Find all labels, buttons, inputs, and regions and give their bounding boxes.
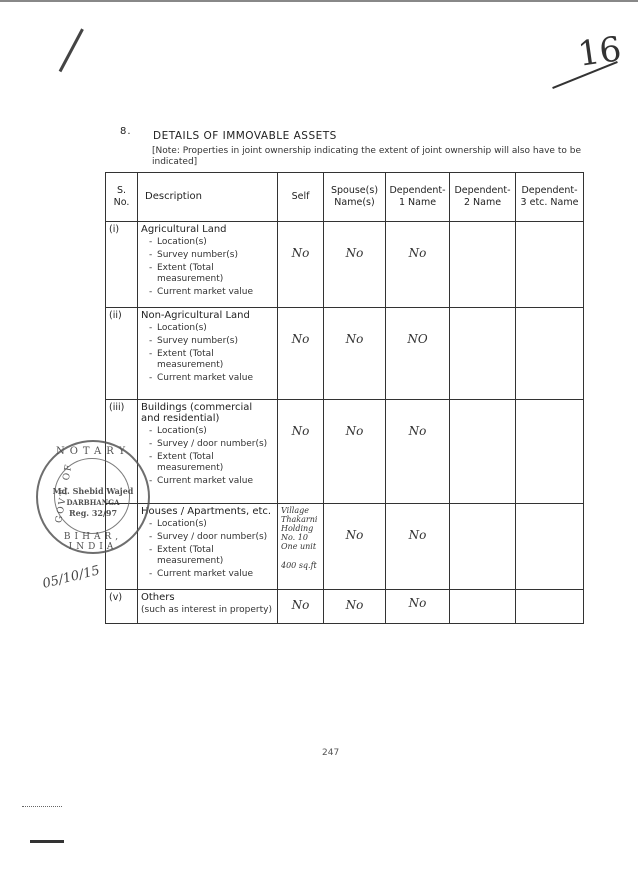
stamp-top-text: NOTARY <box>55 446 131 457</box>
table-row <box>106 400 584 504</box>
page-footer-number: 247 <box>322 748 340 758</box>
header-spouse: Spouse(s) Name(s) <box>324 173 386 222</box>
cell-dependent-2 <box>450 590 516 624</box>
cell-self: No <box>278 222 324 308</box>
cell-spouse: No <box>324 590 386 624</box>
stamp-registration: Reg. 32/97 <box>68 508 118 518</box>
list-item: - Survey number(s) <box>149 336 274 347</box>
row-category: Buildings (commercial and residential) <box>141 402 253 424</box>
cell-dependent-3 <box>516 400 584 504</box>
section-title: DETAILS OF IMMOVABLE ASSETS <box>153 130 337 142</box>
row-sno: (i) <box>106 222 138 308</box>
cell-spouse: No <box>324 308 386 400</box>
cell-dependent-3 <box>516 504 584 590</box>
header-sno: S. No. <box>106 173 138 222</box>
cell-self: No <box>278 308 324 400</box>
cell-dependent-1: No <box>386 590 450 624</box>
section-number: 8. <box>120 126 132 137</box>
list-item: - Current market value <box>149 476 274 487</box>
cell-dependent-2 <box>450 222 516 308</box>
cell-self <box>278 504 324 590</box>
row-items <box>141 323 274 384</box>
cell-self: No <box>278 590 324 624</box>
row-category: Agricultural Land <box>141 224 227 235</box>
row-description <box>138 222 278 308</box>
row-sno: (ii) <box>106 308 138 400</box>
row-category: Non-Agricultural Land <box>141 310 250 321</box>
handwritten-date: 05/10/15 <box>41 563 102 592</box>
stamp-name: Md. Shebid Wajed <box>52 486 134 496</box>
list-item: - Current market value <box>149 569 274 580</box>
stamp-place: DARBHANGA <box>66 498 120 507</box>
immovable-assets-table <box>105 172 584 624</box>
cell-dependent-3 <box>516 590 584 624</box>
row-description <box>138 590 278 624</box>
list-item: - Current market value <box>149 373 274 384</box>
scan-mark <box>22 806 62 807</box>
cell-dependent-1: NO <box>386 308 450 400</box>
notary-stamp <box>36 440 150 554</box>
list-item: - Survey / door number(s) <box>149 532 274 543</box>
list-item: - Extent (Total measurement) <box>149 349 274 371</box>
header-dependent-3: Dependent-3 etc. Name <box>516 173 584 222</box>
row-sno: (v) <box>106 590 138 624</box>
row-items <box>141 237 274 298</box>
cell-spouse: No <box>324 222 386 308</box>
handwritten-page-number: 16 <box>548 30 628 90</box>
table-row <box>106 222 584 308</box>
stamp-bottom-text: BIHAR, INDIA <box>63 532 123 552</box>
row-category: Houses / Apartments, etc. <box>141 506 272 517</box>
cell-dependent-2 <box>450 308 516 400</box>
row-category: Others <box>141 592 175 603</box>
table-row <box>106 590 584 624</box>
row-sno: (iii) <box>106 400 138 504</box>
header-dependent-2: Dependent-2 Name <box>450 173 516 222</box>
pen-scratch <box>59 28 84 72</box>
cell-dependent-3 <box>516 308 584 400</box>
cell-spouse: No <box>324 504 386 590</box>
list-item: - Location(s) <box>149 519 274 530</box>
table-row <box>106 308 584 400</box>
row-items <box>141 426 274 487</box>
cell-dependent-1: No <box>386 222 450 308</box>
self-property-note: Village Thakarni Holding No. 10 One unit 400 sq.ft <box>281 506 318 570</box>
list-item: - Location(s) <box>149 323 274 334</box>
scan-mark <box>30 840 64 843</box>
list-item: - Current market value <box>149 287 274 298</box>
list-item: - Survey / door number(s) <box>149 439 274 450</box>
header-self: Self <box>278 173 324 222</box>
list-item: - Location(s) <box>149 426 274 437</box>
cell-self: No <box>278 400 324 504</box>
section-note: [Note: Properties in joint ownership indicating the extent of joint ownership will also have to be indicated] <box>152 146 581 167</box>
scan-edge <box>0 0 638 2</box>
cell-dependent-2 <box>450 504 516 590</box>
header-description: Description <box>138 173 278 222</box>
row-items <box>141 519 274 580</box>
cell-dependent-1: No <box>386 400 450 504</box>
list-item: - Survey number(s) <box>149 250 274 261</box>
row-items <box>141 605 274 616</box>
stamp-left-text: GOVT. OF <box>54 462 75 524</box>
list-item: - Location(s) <box>149 237 274 248</box>
list-item: - Extent (Total measurement) <box>149 545 274 567</box>
list-item: (such as interest in property) <box>141 605 272 615</box>
table-header-row <box>106 173 584 222</box>
header-dependent-1: Dependent-1 Name <box>386 173 450 222</box>
row-description <box>138 400 278 504</box>
row-description <box>138 504 278 590</box>
cell-dependent-2 <box>450 400 516 504</box>
list-item: - Extent (Total measurement) <box>149 452 274 474</box>
row-description <box>138 308 278 400</box>
cell-dependent-3 <box>516 222 584 308</box>
cell-dependent-1: No <box>386 504 450 590</box>
table-row <box>106 504 584 590</box>
cell-spouse: No <box>324 400 386 504</box>
list-item: - Extent (Total measurement) <box>149 263 274 285</box>
